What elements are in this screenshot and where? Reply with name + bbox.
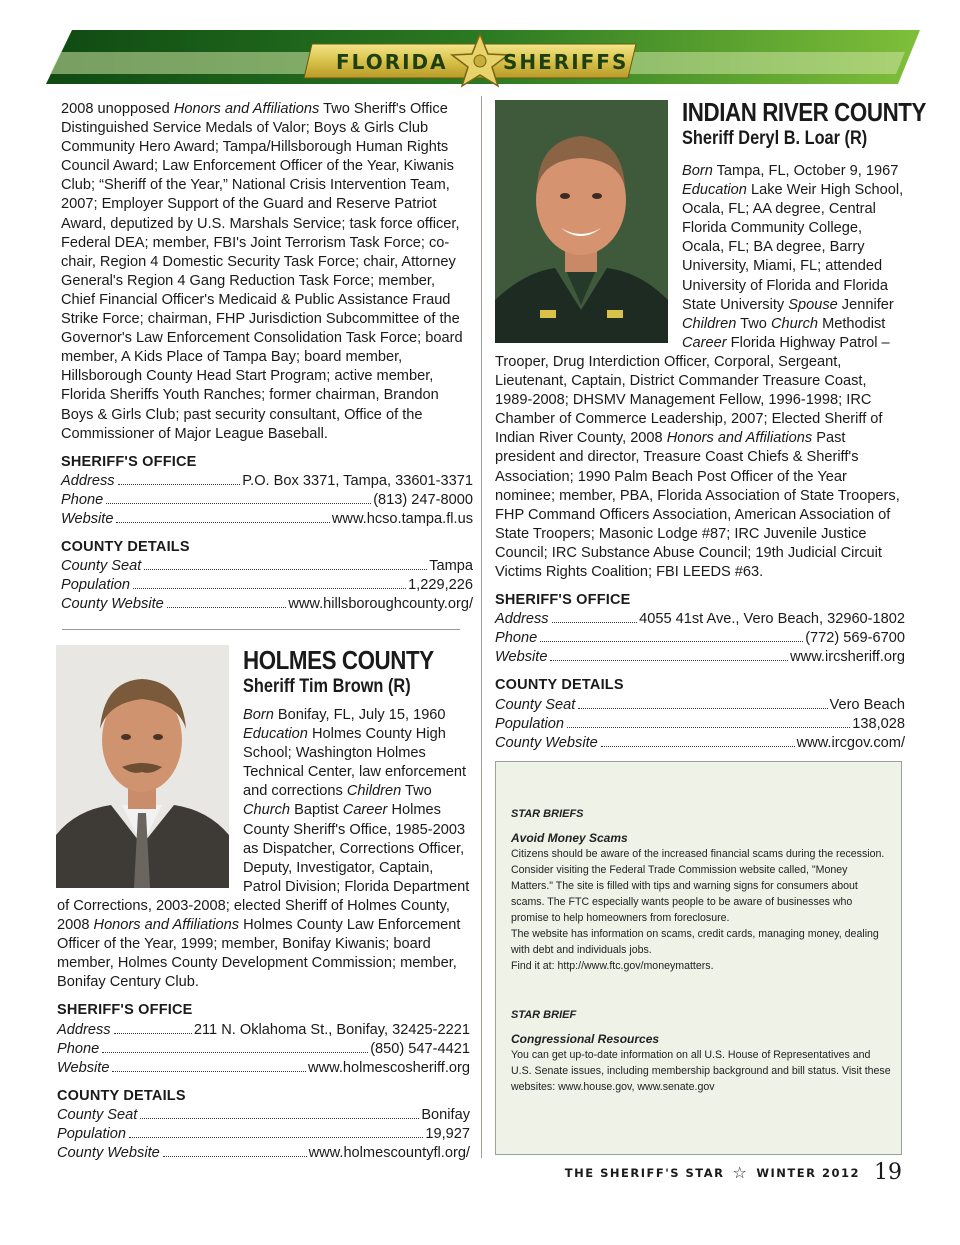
holmes-sheriff-name: Sheriff Tim Brown (R) (243, 676, 411, 697)
detail-value: www.hcso.tampa.fl.us (331, 510, 473, 527)
field-label: Born (243, 707, 274, 723)
dot-leader (540, 641, 803, 642)
star-briefs-box (495, 761, 902, 1155)
detail-value: 138,028 (852, 715, 905, 732)
bio-text: Bonifay, FL, July 15, 1960 (273, 707, 446, 723)
detail-value: Tampa (429, 558, 473, 575)
dot-leader (118, 484, 241, 485)
banner-word-sheriffs: SHERIFFS (503, 50, 629, 74)
dot-leader (552, 622, 638, 623)
bio-text: Methodist (818, 315, 886, 332)
hillsborough-section (61, 100, 473, 614)
detail-value: 4055 41st Ave., Vero Beach, 32960-1802 (639, 611, 905, 628)
detail-row (495, 629, 905, 648)
dot-leader (112, 1071, 306, 1072)
detail-label: Phone (57, 1040, 100, 1057)
holmes-header (243, 645, 473, 703)
star-icon: ☆ (732, 1163, 749, 1182)
detail-value: www.ircsheriff.org (790, 649, 905, 666)
sheriffs-office-heading: SHERIFF'S OFFICE (57, 1002, 193, 1019)
indian-river-county-list (495, 696, 905, 753)
detail-value: www.hillsboroughcounty.org/ (288, 596, 473, 613)
dot-leader (106, 503, 371, 504)
column-divider (481, 96, 482, 1158)
detail-label: Phone (495, 630, 538, 647)
field-label: Children (682, 315, 737, 332)
brief-kicker: STAR BRIEFS (511, 808, 584, 820)
detail-label: County Seat (495, 696, 576, 713)
bio-text: Holmes County Sheriff's Office, 1985-2003 as Dispatcher, Corrections Officer, Deputy, Investigator, Captain, Patrol Division; Florida Department of Corrections, 2003-2008; elected Sheriff of Holmes County, 2008 (57, 802, 470, 934)
banner-graphic (0, 28, 960, 90)
brief-paragraph: The website has information on scams, credit cards, managing money, dealing with debt and individuals jobs. (511, 928, 879, 956)
detail-row (61, 595, 473, 614)
field-label: Honors and Affiliations (93, 917, 240, 934)
detail-row (61, 557, 473, 576)
detail-value: Bonifay (421, 1106, 470, 1123)
detail-row (495, 610, 905, 629)
detail-label: Address (61, 472, 115, 489)
field-label: Spouse (788, 296, 838, 313)
detail-row (61, 472, 473, 491)
florida-sheriffs-banner (0, 28, 960, 90)
brief-title: Congressional Resources (511, 1032, 660, 1046)
dot-leader (116, 522, 329, 523)
bio-text: Two (401, 783, 432, 800)
bio-text: Jennifer (837, 296, 894, 313)
indian-river-section (495, 162, 905, 753)
brief-congressional-resources (511, 1007, 891, 1095)
bio-text: Holmes County Law Enforcement Officer of the Year, 1999; member, Bonifay Kiwanis; board member, Holmes County Development Commission; member, Bonifay Century Club. (57, 917, 461, 991)
detail-label: Population (495, 715, 564, 732)
dot-leader (144, 569, 427, 570)
detail-value: 211 N. Oklahoma St., Bonifay, 32425-2221 (193, 1021, 470, 1038)
dot-leader (102, 1052, 368, 1053)
county-details-heading: COUNTY DETAILS (57, 1087, 186, 1104)
dot-leader (601, 746, 795, 747)
holmes-county-list (57, 1106, 470, 1163)
bio-text: Lake Weir High School, Ocala, FL; AA degree, Central Florida Community College, Ocala, FL; BA degree, Barry University, Miami, FL; attended University of Florida and Florida State University (682, 182, 904, 313)
indian-river-photo-spacer (495, 162, 682, 345)
bio-text: Holmes County High School; Washington Holmes Technical Center, law enforcement and corrections (243, 726, 467, 800)
dot-leader (578, 708, 827, 709)
detail-label: Population (57, 1125, 126, 1142)
holmes-county-title: HOLMES COUNTY (243, 645, 434, 675)
page-number: 19 (874, 1160, 902, 1185)
detail-label: Website (57, 1059, 110, 1076)
dot-leader (129, 1137, 423, 1138)
detail-value: P.O. Box 3371, Tampa, 33601-3371 (242, 472, 473, 489)
hillsborough-bio (61, 100, 473, 444)
dot-leader (140, 1118, 419, 1119)
detail-value: www.holmescosheriff.org (308, 1059, 470, 1076)
field-label: Children (346, 783, 402, 800)
detail-row (61, 510, 473, 529)
field-label: Born (682, 163, 713, 179)
detail-value: Vero Beach (829, 696, 905, 713)
detail-label: Address (495, 611, 549, 628)
dot-leader (167, 607, 287, 608)
detail-value: 19,927 (425, 1125, 470, 1142)
dot-leader (114, 1033, 192, 1034)
holmes-photo-spacer (57, 706, 243, 894)
dot-leader (133, 588, 406, 589)
holmes-office-list (57, 1021, 470, 1078)
brief-paragraph: Find it at: http://www.ftc.gov/moneymatters. (511, 960, 714, 972)
sheriffs-office-heading: SHERIFF'S OFFICE (61, 453, 197, 470)
detail-row (61, 491, 473, 510)
detail-value: (772) 569-6700 (805, 630, 905, 647)
indian-river-office-list (495, 610, 905, 667)
hillsborough-office-list (61, 472, 473, 529)
banner-word-florida: FLORIDA (336, 50, 448, 74)
brief-kicker: STAR BRIEF (511, 1009, 577, 1021)
holmes-section (57, 706, 470, 1163)
detail-label: County Seat (57, 1106, 138, 1123)
bio-text: Baptist (290, 802, 343, 819)
brief-body (511, 846, 891, 974)
dot-leader (163, 1156, 307, 1157)
bio-text: Tampa, FL, October 9, 1967 (712, 163, 899, 179)
detail-row (61, 576, 473, 595)
detail-value: www.ircgov.com/ (796, 734, 905, 751)
detail-value: (850) 547-4421 (370, 1040, 470, 1057)
bio-text: Past president and director, Treasure Coast Chiefs & Sheriff's Association; 1990 Palm Beach Post Officer of the Year nominee; member, PBA, Florida Association of State Troopers, FHP Command Officers Association, American Association of State Troopers; Masonic Lodge #87; IRC Juvenile Justice Council; IRC Substance Abuse Council; 19th Judicial Circuit Victims Rights Coalition; FBI LEEDS #63. (495, 430, 900, 580)
detail-label: Website (495, 649, 548, 666)
indian-river-sheriff-name: Sheriff Deryl B. Loar (R) (682, 128, 868, 149)
detail-label: Website (61, 510, 114, 527)
sheriffs-office-heading: SHERIFF'S OFFICE (495, 592, 631, 609)
bio-text: Two Sheriff's Office Distinguished Service Medals of Valor; Boys & Girls Club Community Hero Award; Tampa/Hillsborough Human Rights Council Award; Law Enforcement Officer of the Year, Kiwanis Club; “Sheriff of the Year,” National Crisis Intervention Team, 2007; Employer Support of the Guard and Reserve Patriot Award, deputized by U.S. Marshals Service; task force officer, Federal DEA; member, FBI's Joint Terrorism Task Force; co-chair, Region 4 Domestic Security Task Force; chair, Attorney General's Region 4 Gang Reduction Task Force; member, Chief Financial Officer's Medicaid & Public Assistance Fraud Strike Force; chairman, FHP Jurisdiction Subcommittee of the Governor's Law Enforcement Consolidation Task Force; board member, A Kids Place of Tampa Bay; board member, Hillsborough County Head Start Program; active member, Florida Sheriffs Youth Ranches; former chairman, Brandon Boys & Girls Club; past security consultant, Office of the Commissioner of Major League Baseball. (61, 101, 463, 442)
detail-label: County Website (61, 596, 164, 613)
detail-label: Population (61, 577, 130, 594)
bio-text: Florida Highway Patrol – Trooper, Drug Interdiction Officer, Corporal, Sergeant, Lieutenant, Captain, District Commander Treasure Coast, 1989-2008; DHSMV Management Fellow, 1996-1998; IRC Chamber of Commerce Leadership, 2007; Elected Sheriff of Indian River County, 2008 (495, 334, 890, 447)
field-label: Church (243, 802, 291, 819)
hillsborough-county-list (61, 557, 473, 614)
detail-row (495, 734, 905, 753)
county-details-heading: COUNTY DETAILS (495, 677, 624, 694)
brief-title: Avoid Money Scams (511, 831, 628, 845)
indian-river-county-title: INDIAN RIVER COUNTY (682, 97, 927, 127)
detail-row (495, 648, 905, 667)
brief-paragraph: Citizens should be aware of the increased financial scams during the recession. Consider visiting the Federal Trade Commission website called, "Money Matters." The site is filled with tips and warning signs for consumers about scams. The FTC especially wants people to be aware of businesses who promise to help homeowners from foreclosure. (511, 848, 885, 924)
detail-label: Phone (61, 491, 104, 508)
detail-row (495, 715, 905, 734)
detail-label: County Website (495, 734, 598, 751)
brief-paragraph: You can get up-to-date information on all U.S. House of Representatives and U.S. Senate issues, including membership background and bill status. Visit these websites: www.house.gov, www.senate.gov (511, 1049, 891, 1093)
indian-river-header (682, 97, 927, 155)
dot-leader (567, 727, 850, 728)
detail-label: County Website (57, 1145, 160, 1162)
field-label: Honors and Affiliations (173, 101, 320, 117)
detail-row (57, 1059, 470, 1078)
brief-money-scams (511, 806, 891, 974)
field-label: Career (682, 334, 727, 351)
bio-text: Two (736, 315, 771, 332)
detail-row (57, 1040, 470, 1059)
page-footer (565, 1160, 902, 1185)
detail-row (57, 1144, 470, 1163)
publication-name: THE SHERIFF'S STAR (564, 1165, 725, 1180)
detail-label: Address (57, 1021, 111, 1038)
detail-value: 1,229,226 (408, 577, 473, 594)
issue-label: WINTER 2012 (756, 1165, 860, 1180)
brief-body (511, 1047, 891, 1095)
field-label: Career (342, 802, 388, 819)
field-label: Education (682, 182, 747, 199)
county-details-heading: COUNTY DETAILS (61, 539, 190, 556)
field-label: Church (770, 315, 819, 332)
field-label: Education (243, 726, 308, 743)
detail-row (57, 1125, 470, 1144)
dot-leader (550, 660, 788, 661)
section-divider (62, 629, 460, 630)
detail-row (57, 1106, 470, 1125)
bio-text: 2008 unopposed (61, 101, 174, 117)
detail-value: www.holmescountyfl.org/ (308, 1145, 470, 1162)
detail-label: County Seat (61, 558, 142, 575)
detail-row (495, 696, 905, 715)
field-label: Honors and Affiliations (666, 430, 813, 447)
detail-value: (813) 247-8000 (373, 491, 473, 508)
detail-row (57, 1021, 470, 1040)
